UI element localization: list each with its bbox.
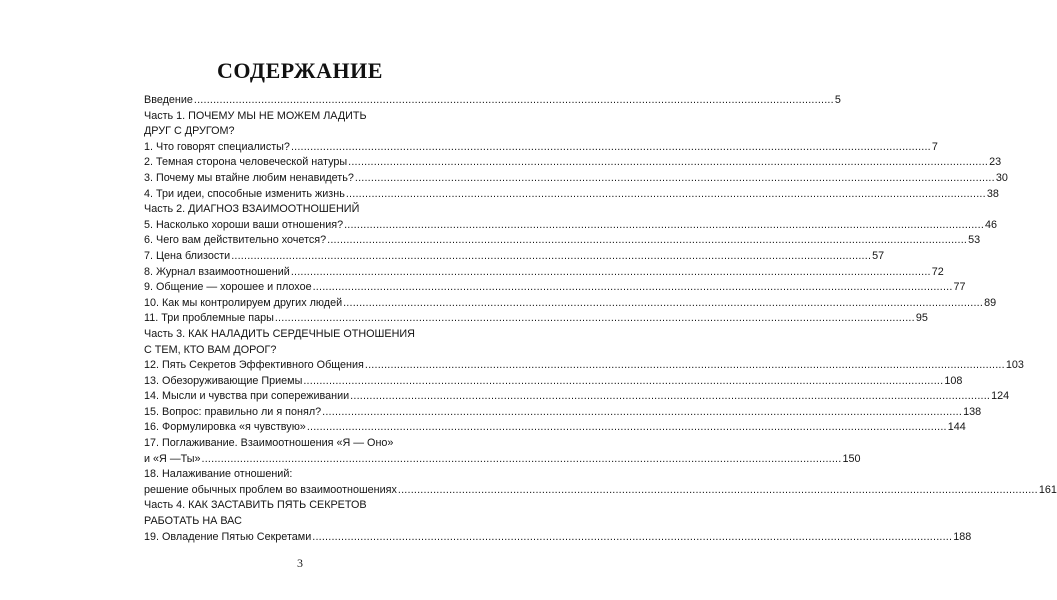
dot-leader: ........................................................................................................................................................................................................: [322, 405, 963, 418]
toc-entry-title: Часть 3. КАК НАЛАДИТЬ СЕРДЕЧНЫЕ ОТНОШЕНИЯ: [144, 327, 415, 340]
toc-entry-page: 7: [931, 140, 938, 153]
toc-entry: [144, 202, 458, 218]
dot-leader: ........................................................................................................................................................................................................: [344, 218, 985, 231]
toc-entry-page: 23: [989, 156, 1002, 169]
toc-entry-page: 103: [1005, 359, 1024, 372]
toc-entry: [144, 483, 1057, 499]
toc-entry: [144, 327, 458, 343]
toc-entry-title: 10. Как мы контролируем других людей: [144, 296, 343, 309]
dot-leader: ........................................................................................................................................................................................................: [290, 265, 931, 278]
toc-entry: [144, 171, 1008, 187]
dot-leader: ........................................................................................................................................................................................................: [348, 156, 989, 169]
toc-entry-title: Часть 4. КАК ЗАСТАВИТЬ ПЯТЬ СЕКРЕТОВ: [144, 499, 367, 512]
toc-entry-page: 188: [953, 530, 972, 543]
page-title: СОДЕРЖАНИЕ: [217, 58, 383, 83]
toc-entry-title: 19. Овладение Пятью Секретами: [144, 530, 312, 543]
toc-entry: [144, 249, 885, 265]
toc-entry: [144, 280, 966, 296]
toc-entry-title: С ТЕМ, КТО ВАМ ДОРОГ?: [144, 343, 277, 356]
toc-entry: [144, 296, 997, 312]
toc-entry-title: 11. Три проблемные пары: [144, 312, 274, 325]
toc-entry-page: 46: [985, 218, 998, 231]
dot-leader: ........................................................................................................................................................................................................: [312, 281, 953, 294]
dot-leader: ........................................................................................................................................................................................................: [193, 94, 834, 106]
toc-entry-title: 12. Пять Секретов Эффективного Общения: [144, 359, 364, 372]
toc-entry-title: 16. Формулировка «я чувствую»: [144, 421, 306, 434]
dot-leader: ........................................................................................................................................................................................................: [231, 249, 872, 262]
toc-entry: [144, 343, 458, 359]
toc-entry-title: Введение: [144, 94, 193, 106]
toc-entry: [144, 498, 458, 514]
toc-entry-page: 72: [931, 265, 944, 278]
toc-entry: [144, 436, 458, 452]
table-of-contents: [144, 93, 1057, 545]
toc-entry-title: Часть 2. ДИАГНОЗ ВЗАИМООТНОШЕНИЙ: [144, 203, 360, 216]
toc-entry: [144, 140, 938, 156]
toc-entry: [144, 233, 981, 249]
toc-entry-title: 5. Насколько хороши ваши отношения?: [144, 218, 344, 231]
toc-entry: [144, 109, 458, 125]
toc-entry-page: 5: [834, 94, 841, 106]
dot-leader: ........................................................................................................................................................................................................: [397, 483, 1038, 496]
toc-entry-title: 6. Чего вам действительно хочется?: [144, 234, 327, 247]
toc-entry-title: 17. Поглаживание. Взаимоотношения «Я — Оно»: [144, 437, 394, 450]
toc-entry-title: 3. Почему мы втайне любим ненавидеть?: [144, 171, 354, 184]
toc-entry: [144, 420, 966, 436]
toc-entry-page: 95: [915, 312, 928, 325]
toc-entry: [144, 93, 841, 109]
toc-entry-title: ДРУГ С ДРУГОМ?: [144, 125, 235, 138]
toc-entry-title: 13. Обезоруживающие Приемы: [144, 374, 303, 387]
page-number: 3: [297, 556, 303, 570]
toc-entry-title: Часть 1. ПОЧЕМУ МЫ НЕ МОЖЕМ ЛАДИТЬ: [144, 109, 367, 122]
toc-entry-page: 124: [991, 390, 1010, 403]
toc-entry-title: 15. Вопрос: правильно ли я понял?: [144, 405, 322, 418]
toc-entry-title: 1. Что говорят специалисты?: [144, 140, 290, 153]
dot-leader: ........................................................................................................................................................................................................: [327, 234, 968, 247]
toc-entry: [144, 124, 458, 140]
dot-leader: ........................................................................................................................................................................................................: [343, 296, 984, 309]
toc-entry: [144, 405, 982, 421]
toc-entry-title: 8. Журнал взаимоотношений: [144, 265, 290, 278]
toc-entry-title: решение обычных проблем во взаимоотношениях: [144, 483, 397, 496]
dot-leader: ........................................................................................................................................................................................................: [306, 421, 947, 434]
toc-entry-title: 18. Налаживание отношений:: [144, 468, 293, 481]
toc-entry-page: 161: [1038, 483, 1057, 496]
toc-entry: [144, 155, 1002, 171]
dot-leader: ........................................................................................................................................................................................................: [201, 452, 842, 465]
dot-leader: ........................................................................................................................................................................................................: [290, 140, 931, 153]
toc-entry-page: 38: [986, 187, 999, 200]
dot-leader: ........................................................................................................................................................................................................: [354, 171, 995, 184]
toc-entry-title: 7. Цена близости: [144, 249, 231, 262]
toc-entry-title: 9. Общение — хорошее и плохое: [144, 281, 312, 294]
dot-leader: ........................................................................................................................................................................................................: [350, 390, 991, 403]
toc-entry: [144, 358, 1024, 374]
dot-leader: ........................................................................................................................................................................................................: [345, 187, 986, 200]
toc-entry-page: 138: [963, 405, 982, 418]
toc-entry-title: 14. Мысли и чувства при сопереживании: [144, 390, 350, 403]
toc-entry: [144, 389, 1010, 405]
toc-entry: [144, 265, 944, 281]
toc-entry-page: 57: [872, 249, 885, 262]
dot-leader: ........................................................................................................................................................................................................: [274, 312, 915, 325]
toc-entry-title: 2. Темная сторона человеческой натуры: [144, 156, 348, 169]
toc-entry: [144, 187, 999, 203]
toc-entry-page: 89: [984, 296, 997, 309]
toc-entry: [144, 374, 963, 390]
toc-entry-title: РАБОТАТЬ НА ВАС: [144, 515, 242, 528]
toc-entry-page: 53: [968, 234, 981, 247]
toc-entry-title: и «Я —Ты»: [144, 452, 201, 465]
toc-entry-page: 144: [947, 421, 966, 434]
toc-entry-page: 77: [953, 281, 966, 294]
toc-entry: [144, 530, 972, 546]
toc-entry: [144, 514, 458, 530]
dot-leader: ........................................................................................................................................................................................................: [303, 374, 944, 387]
toc-entry: [144, 452, 861, 468]
toc-entry: [144, 218, 998, 234]
toc-entry: [144, 467, 458, 483]
dot-leader: ........................................................................................................................................................................................................: [364, 359, 1005, 372]
toc-entry-page: 150: [842, 452, 861, 465]
toc-entry-page: 30: [995, 171, 1008, 184]
dot-leader: ........................................................................................................................................................................................................: [312, 530, 953, 543]
toc-entry: [144, 311, 928, 327]
toc-entry-page: 108: [944, 374, 963, 387]
toc-entry-title: 4. Три идеи, способные изменить жизнь: [144, 187, 345, 200]
